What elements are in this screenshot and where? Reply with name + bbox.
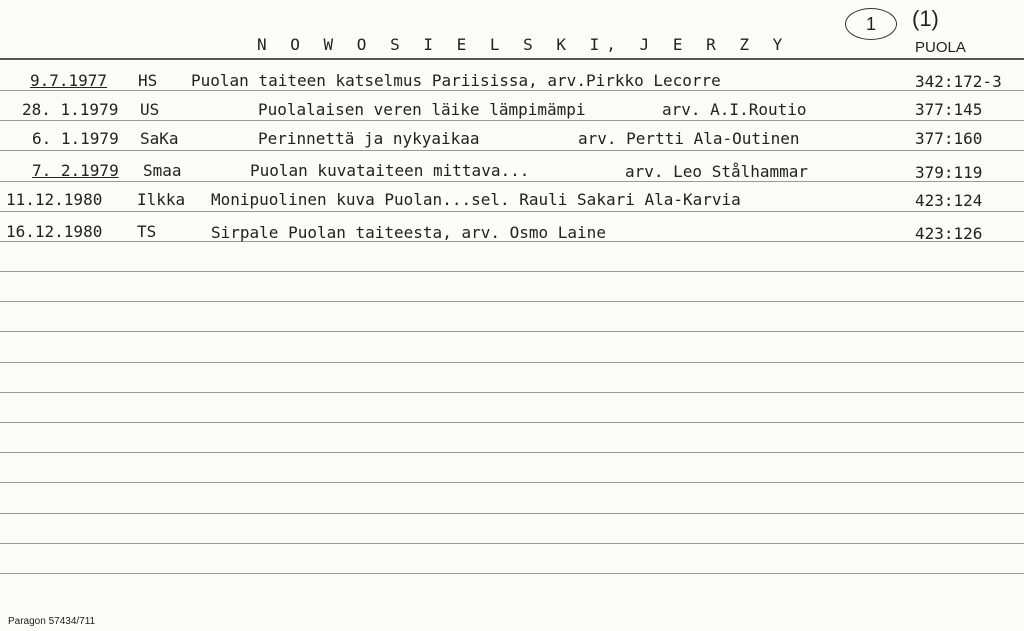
paren-number: (1) [912,6,939,31]
circled-number: 1 [845,8,897,40]
entry-source: SaKa [140,129,179,148]
entry-source: TS [137,222,157,241]
entry-date: 6. 1.1979 [32,129,119,148]
ruled-line [0,482,1024,483]
ruled-line [0,422,1024,423]
ruled-line [0,181,1024,182]
card-title: N O W O S I E L S K I, J E R Z Y [257,35,790,54]
entry-ref: 377:145 [915,100,983,119]
entry-source: Ilkka [137,190,186,209]
ruled-line [0,573,1024,574]
ruled-line [0,331,1024,332]
entry-source: Smaa [143,161,182,180]
entry-text: Puolan taiteen katselmus Pariisissa, arv.Pirkko Lecorre [191,71,721,90]
header-rule [0,58,1024,60]
entry-source: US [140,100,160,119]
ruled-line [0,543,1024,544]
ruled-line [0,392,1024,393]
entry-date: 9.7.1977 [30,71,108,90]
entry-text: Monipuolinen kuva Puolan...sel. Rauli Sakari Ala-Karvia [211,190,741,209]
entry-text: Puolan kuvataiteen mittava... [250,161,530,180]
ruled-line [0,150,1024,151]
ruled-line [0,301,1024,302]
ruled-line [0,362,1024,363]
entry-reviewer: arv. Pertti Ala-Outinen [578,129,800,148]
card-footer: Paragon 57434/711 [8,616,96,627]
entry-ref: 377:160 [915,129,983,148]
entry-ref: 342:172-3 [915,72,1002,91]
ruled-line [0,513,1024,514]
entry-text: Puolalaisen veren läike lämpimämpi [258,100,586,119]
entry-source: HS [138,71,158,90]
ruled-line [0,452,1024,453]
ruled-line [0,90,1024,91]
entry-date: 7. 2.1979 [32,161,119,180]
entry-reviewer: arv. A.I.Routio [662,100,807,119]
entry-date: 11.12.1980 [6,190,103,209]
ruled-line [0,271,1024,272]
entry-ref: 423:124 [915,191,983,210]
entry-ref: 423:126 [915,224,983,243]
ruled-line [0,211,1024,212]
entry-ref: 379:119 [915,163,983,182]
entry-reviewer: arv. Leo Stålhammar [625,162,809,181]
class-code: PUOLA [915,39,966,56]
entry-date: 28. 1.1979 [22,100,119,119]
entry-text: Perinnettä ja nykyaikaa [258,129,480,148]
entry-date: 16.12.1980 [6,222,103,241]
entry-text: Sirpale Puolan taiteesta, arv. Osmo Laine [211,223,606,242]
ruled-line [0,120,1024,121]
